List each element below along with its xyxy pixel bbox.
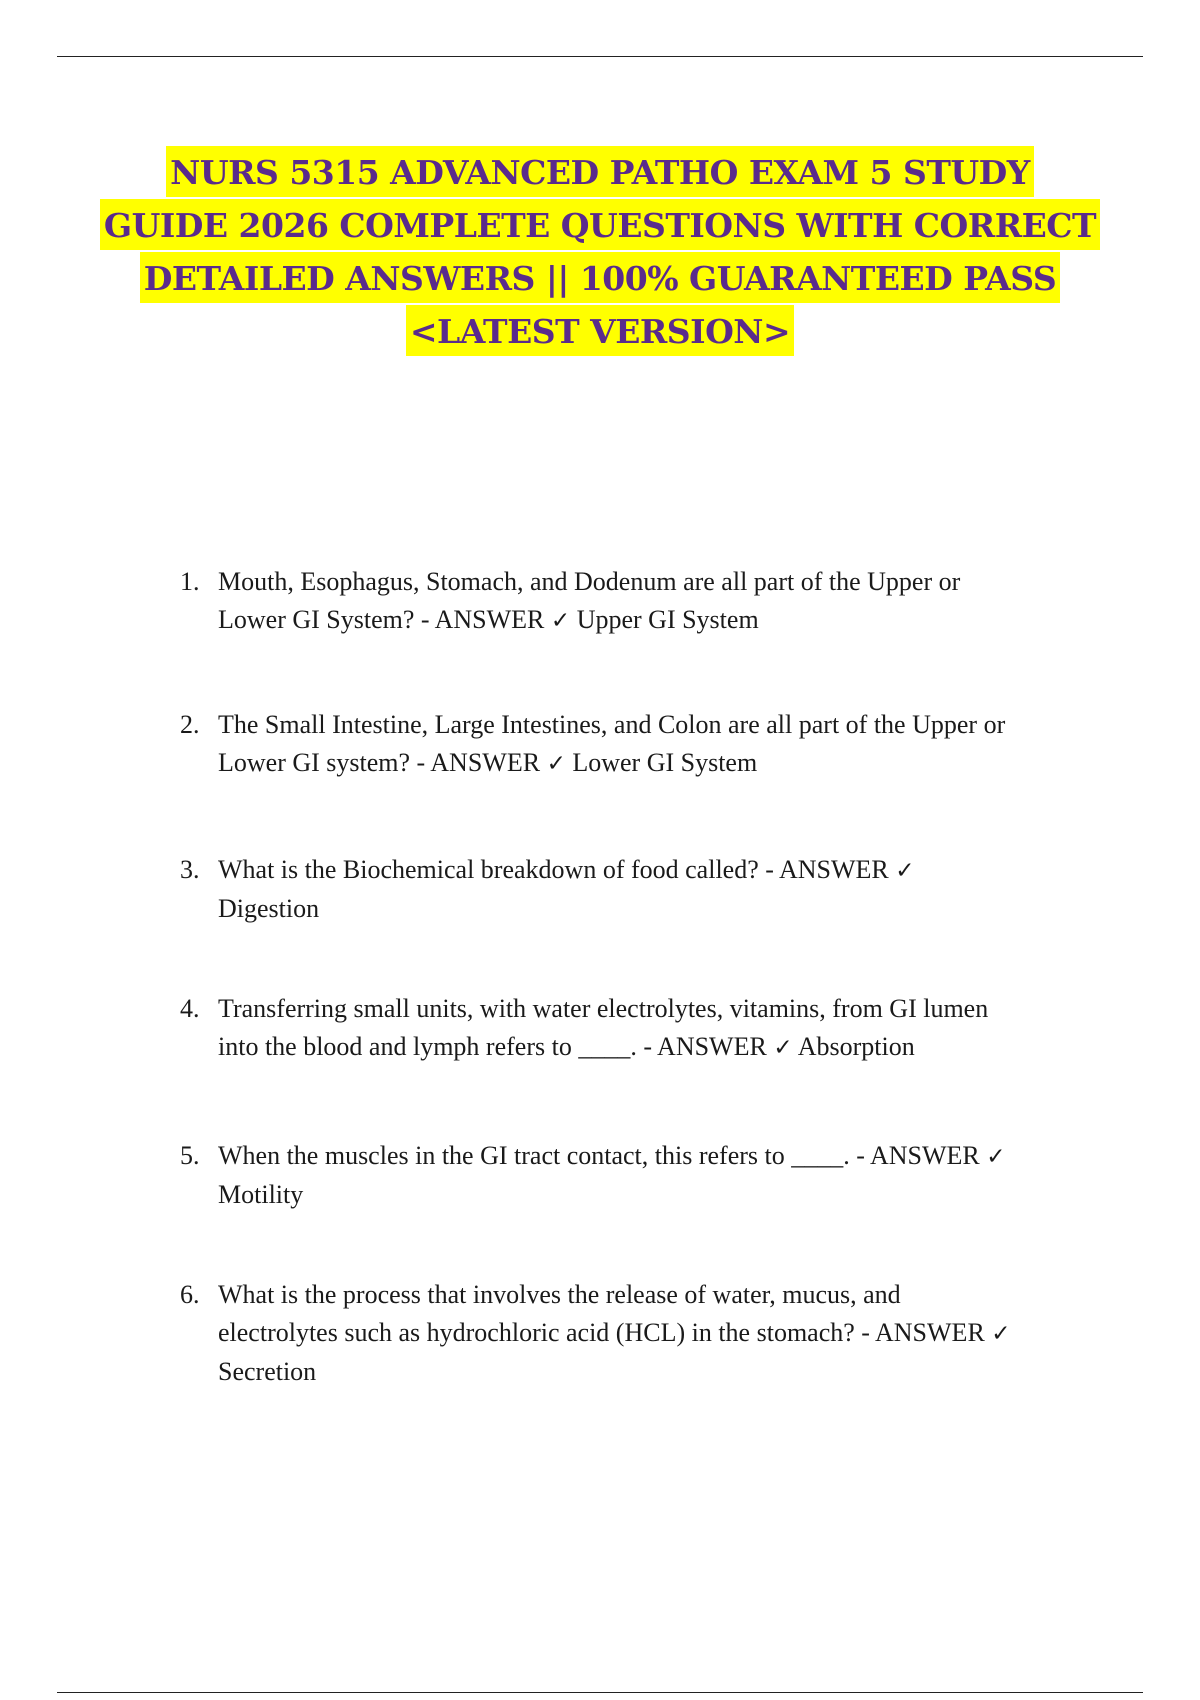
- checkmark-icon: ✓: [550, 608, 571, 634]
- question-number: 6.: [180, 1280, 200, 1309]
- question-text: [218, 1137, 1100, 1214]
- title-line-3: [0, 252, 1200, 305]
- answer-text: Upper GI System: [576, 605, 759, 634]
- question-line-1: Transferring small units, with water electrolytes, vitamins, from GI lumen: [218, 994, 989, 1023]
- document-title: [0, 146, 1200, 358]
- question-text: [218, 563, 1100, 640]
- title-line-3-text: DETAILED ANSWERS || 100% GUARANTEED PASS: [140, 252, 1060, 303]
- checkmark-icon: ✓: [986, 1144, 1006, 1170]
- question-number: 4.: [180, 994, 200, 1023]
- question-line-1: When the muscles in the GI tract contact, this refers to ____. - ANSWER: [218, 1141, 980, 1170]
- question-item-3: [180, 851, 1100, 928]
- question-number: 3.: [180, 855, 200, 884]
- question-text: [218, 851, 1100, 928]
- title-line-2: [0, 199, 1200, 252]
- checkmark-icon: ✓: [773, 1035, 793, 1061]
- question-line-2: into the blood and lymph refers to ____. - ANSWER: [218, 1032, 767, 1061]
- title-line-2-text: GUIDE 2026 COMPLETE QUESTIONS WITH CORRECT: [100, 199, 1100, 250]
- question-line-1: What is the Biochemical breakdown of food called? - ANSWER: [218, 855, 889, 884]
- question-line-1: What is the process that involves the release of water, mucus, and: [218, 1280, 901, 1309]
- title-line-1-text: NURS 5315 ADVANCED PATHO EXAM 5 STUDY: [166, 146, 1034, 197]
- question-item-5: [180, 1137, 1100, 1214]
- question-text: [218, 990, 1100, 1067]
- question-number: 1.: [180, 567, 200, 596]
- question-item-2: [180, 706, 1100, 783]
- question-line-2: Lower GI System? - ANSWER: [218, 605, 545, 634]
- title-line-4: [0, 305, 1200, 358]
- answer-text: Absorption: [797, 1032, 915, 1061]
- checkmark-icon: ✓: [991, 1321, 1011, 1347]
- checkmark-icon: ✓: [546, 751, 566, 777]
- title-line-1: [0, 146, 1200, 199]
- answer-text: Lower GI System: [572, 748, 758, 777]
- question-text: [218, 1276, 1100, 1391]
- question-item-6: [180, 1276, 1100, 1391]
- question-line-1: Mouth, Esophagus, Stomach, and Dodenum are all part of the Upper or: [218, 567, 961, 596]
- question-line-1: The Small Intestine, Large Intestines, and Colon are all part of the Upper or: [218, 710, 1006, 739]
- question-number: 5.: [180, 1141, 200, 1170]
- bottom-rule: [57, 1692, 1143, 1693]
- answer-text: Secretion: [218, 1357, 317, 1386]
- answer-text: Digestion: [218, 894, 320, 923]
- question-item-1: [180, 563, 1100, 640]
- question-line-2: electrolytes such as hydrochloric acid (HCL) in the stomach? - ANSWER: [218, 1318, 985, 1347]
- title-line-4-text: <LATEST VERSION>: [406, 305, 794, 356]
- top-rule: [57, 56, 1143, 57]
- answer-text: Motility: [218, 1180, 304, 1209]
- question-number: 2.: [180, 710, 200, 739]
- question-text: [218, 706, 1100, 783]
- checkmark-icon: ✓: [895, 858, 915, 884]
- question-line-2: Lower GI system? - ANSWER: [218, 748, 541, 777]
- question-item-4: [180, 990, 1100, 1067]
